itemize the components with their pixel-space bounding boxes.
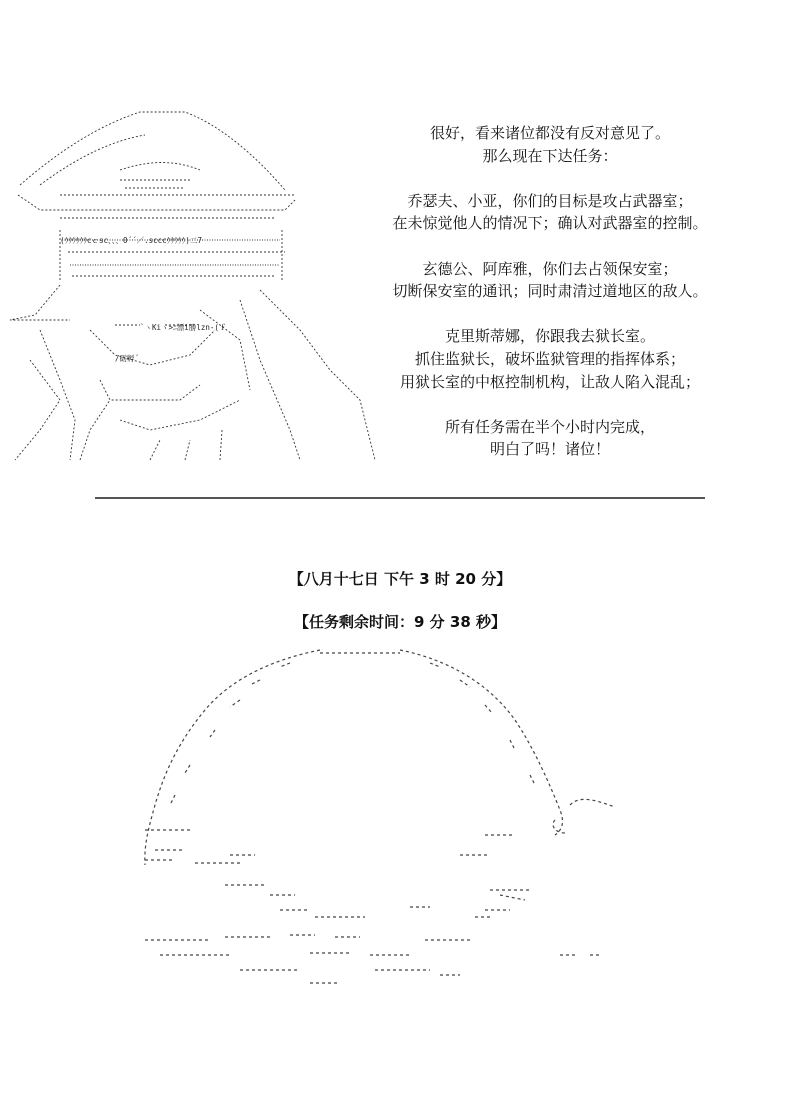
face-glyphs: `ヽKiヽ>ﾆ漂i勝lzn-(ｆ: [140, 323, 227, 332]
timestamp: 【八月十七日 下午 3 时 20 分】: [288, 570, 512, 588]
dialogue-line: 很好，看来诸位都没有反对意见了。: [429, 124, 670, 142]
dialogue-line: 克里斯蒂娜，你跟我去狱长室。: [444, 327, 655, 346]
time-remaining: 【任务剩余时间：9 分 38 秒】: [294, 613, 506, 631]
dialogue-paragraph: [380, 258, 720, 303]
dialogue-paragraph: [380, 416, 720, 461]
dialogue-line: 明白了吗！诸位！: [489, 440, 610, 459]
dialogue-line: 玄德公、阿库雅，你们去占领保安室；: [422, 259, 678, 278]
dialogue-line: 在未惊觉他人的情况下；确认对武器室的控制。: [392, 214, 708, 233]
grin-glyphs: /砺孵´: [115, 354, 140, 363]
ascii-art-dome: [130, 645, 630, 990]
hat-inner-glyphs: (ｳｳｳｳｳｳcｃsc、、、O´´／.scccｳｳｳｳｳ)二7: [60, 236, 202, 245]
dialogue-line: 那么现在下达任务：: [482, 146, 618, 165]
dialogue-paragraph: [380, 325, 720, 393]
dialogue-line: 切断保安室的通讯；同时肃清过道地区的敌人。: [392, 282, 708, 301]
dialogue-line: 所有任务需在半个小时内完成，: [444, 417, 655, 436]
dialogue-paragraph: [380, 122, 720, 167]
section-divider: [95, 497, 705, 499]
dialogue-line: 用狱长室的中枢控制机构，让敌人陷入混乱；: [399, 372, 700, 391]
dialogue-line: 乔瑟夫、小亚，你们的目标是攻占武器室；: [407, 191, 693, 210]
dialogue-paragraph: [380, 190, 720, 235]
ascii-art-officer: [0, 100, 380, 470]
dialogue-line: 抓住监狱长，破坏监狱管理的指挥体系；: [414, 349, 685, 368]
dialogue-text: [380, 122, 720, 461]
